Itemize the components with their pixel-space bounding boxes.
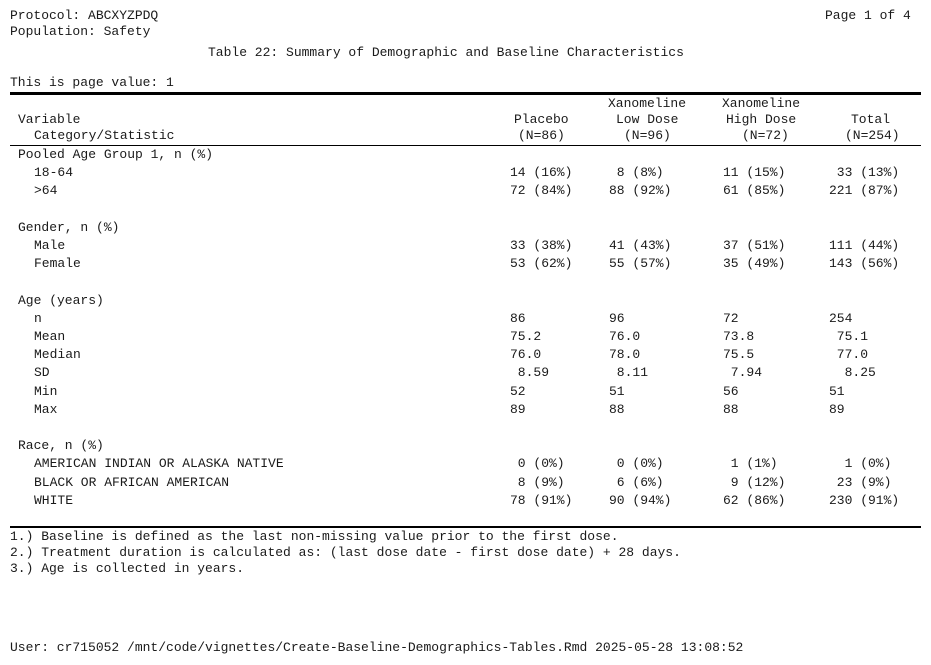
col-total-n: (N=254) <box>845 128 900 143</box>
cell-high-dose: 1 (1%) <box>723 456 778 472</box>
cell-placebo: 86 <box>510 310 526 326</box>
section-header: Gender, n (%) <box>18 219 120 235</box>
row-label: AMERICAN INDIAN OR ALASKA NATIVE <box>34 456 284 472</box>
col-high-n: (N=72) <box>742 128 789 143</box>
cell-total: 89 <box>829 401 845 417</box>
col-total-name: Total <box>851 112 891 127</box>
cell-placebo: 78 (91%) <box>510 492 573 508</box>
cell-high-dose: 37 (51%) <box>723 238 786 253</box>
section-header: Age (years) <box>18 292 104 308</box>
cell-total: 254 <box>829 310 853 326</box>
row-label: WHITE <box>34 492 74 508</box>
cell-low-dose: 6 (6%) <box>609 474 664 490</box>
cell-high-dose: 75.5 <box>723 347 755 363</box>
row-label: SD <box>34 365 50 381</box>
cell-total: 75.1 <box>829 329 869 344</box>
cell-high-dose: 7.94 <box>723 365 763 381</box>
col-low-name2: Low Dose <box>616 112 679 127</box>
row-label: Male <box>34 238 66 253</box>
cell-low-dose: 78.0 <box>609 347 641 363</box>
section-header: Pooled Age Group 1, n (%) <box>18 147 214 162</box>
cell-low-dose: 41 (43%) <box>609 238 672 253</box>
cell-placebo: 33 (38%) <box>510 238 573 253</box>
cell-total: 8.25 <box>829 365 876 381</box>
cell-placebo: 53 (62%) <box>510 256 573 272</box>
cell-total: 33 (13%) <box>829 165 900 181</box>
cell-total: 143 (56%) <box>829 256 900 272</box>
row-label: 18-64 <box>34 165 74 181</box>
col-high-name1: Xanomeline <box>722 96 801 111</box>
cell-low-dose: 90 (94%) <box>609 492 672 508</box>
col-category-header: Category/Statistic <box>34 128 175 143</box>
cell-high-dose: 72 <box>723 310 739 326</box>
cell-high-dose: 35 (49%) <box>723 256 786 272</box>
cell-high-dose: 11 (15%) <box>723 165 786 181</box>
cell-placebo: 0 (0%) <box>510 456 565 472</box>
cell-placebo: 8.59 <box>510 365 550 381</box>
bottom-rule <box>10 526 921 528</box>
row-label: n <box>34 310 42 326</box>
page-number: Page 1 of 4 <box>825 8 911 23</box>
cell-low-dose: 88 <box>609 401 625 417</box>
col-placebo-n: (N=86) <box>518 128 565 143</box>
cell-placebo: 72 (84%) <box>510 183 573 199</box>
cell-high-dose: 9 (12%) <box>723 474 786 490</box>
user-footer: User: cr715052 /mnt/code/vignettes/Create-Baseline-Demographics-Tables.Rmd 2025-05-28 13:08:52 <box>10 640 744 655</box>
cell-low-dose: 8.11 <box>609 365 649 381</box>
row-label: Female <box>34 256 81 272</box>
cell-low-dose: 0 (0%) <box>609 456 664 472</box>
col-low-n: (N=96) <box>624 128 671 143</box>
cell-low-dose: 55 (57%) <box>609 256 672 272</box>
row-label: >64 <box>34 183 58 199</box>
cell-placebo: 14 (16%) <box>510 165 573 181</box>
cell-low-dose: 96 <box>609 310 625 326</box>
protocol-label: Protocol: ABCXYZPDQ <box>10 8 159 23</box>
footnote-2: 2.) Treatment duration is calculated as: (last dose date - first dose date) + 28 days. <box>10 545 681 560</box>
col-low-name1: Xanomeline <box>608 96 687 111</box>
col-variable-header: Variable <box>18 112 81 127</box>
cell-high-dose: 88 <box>723 401 739 417</box>
cell-total: 230 (91%) <box>829 492 900 508</box>
cell-high-dose: 56 <box>723 383 739 399</box>
cell-total: 111 (44%) <box>829 238 900 253</box>
cell-total: 221 (87%) <box>829 183 900 199</box>
footnote-1: 1.) Baseline is defined as the last non-missing value prior to the first dose. <box>10 529 619 544</box>
cell-placebo: 8 (9%) <box>510 474 565 490</box>
header-rule <box>10 145 921 146</box>
cell-total: 23 (9%) <box>829 474 892 490</box>
section-header: Race, n (%) <box>18 438 104 454</box>
cell-placebo: 76.0 <box>510 347 542 363</box>
cell-total: 1 (0%) <box>829 456 892 472</box>
cell-low-dose: 88 (92%) <box>609 183 672 199</box>
col-placebo-name: Placebo <box>514 112 569 127</box>
cell-low-dose: 8 (8%) <box>609 165 664 181</box>
cell-high-dose: 61 (85%) <box>723 183 786 199</box>
cell-placebo: 89 <box>510 401 526 417</box>
col-high-name2: High Dose <box>726 112 797 127</box>
row-label: Median <box>34 347 81 363</box>
row-label: Min <box>34 383 58 399</box>
row-label: BLACK OR AFRICAN AMERICAN <box>34 474 230 490</box>
cell-placebo: 75.2 <box>510 329 542 344</box>
footnote-3: 3.) Age is collected in years. <box>10 561 245 576</box>
row-label: Max <box>34 401 58 417</box>
top-rule <box>10 92 921 95</box>
cell-total: 77.0 <box>829 347 869 363</box>
cell-high-dose: 62 (86%) <box>723 492 786 508</box>
table-title: Table 22: Summary of Demographic and Baseline Characteristics <box>208 45 684 60</box>
cell-low-dose: 51 <box>609 383 625 399</box>
page-value-label: This is page value: 1 <box>10 75 174 90</box>
population-label: Population: Safety <box>10 24 151 39</box>
cell-placebo: 52 <box>510 383 526 399</box>
cell-total: 51 <box>829 383 845 399</box>
cell-low-dose: 76.0 <box>609 329 641 344</box>
row-label: Mean <box>34 329 66 344</box>
cell-high-dose: 73.8 <box>723 329 755 344</box>
